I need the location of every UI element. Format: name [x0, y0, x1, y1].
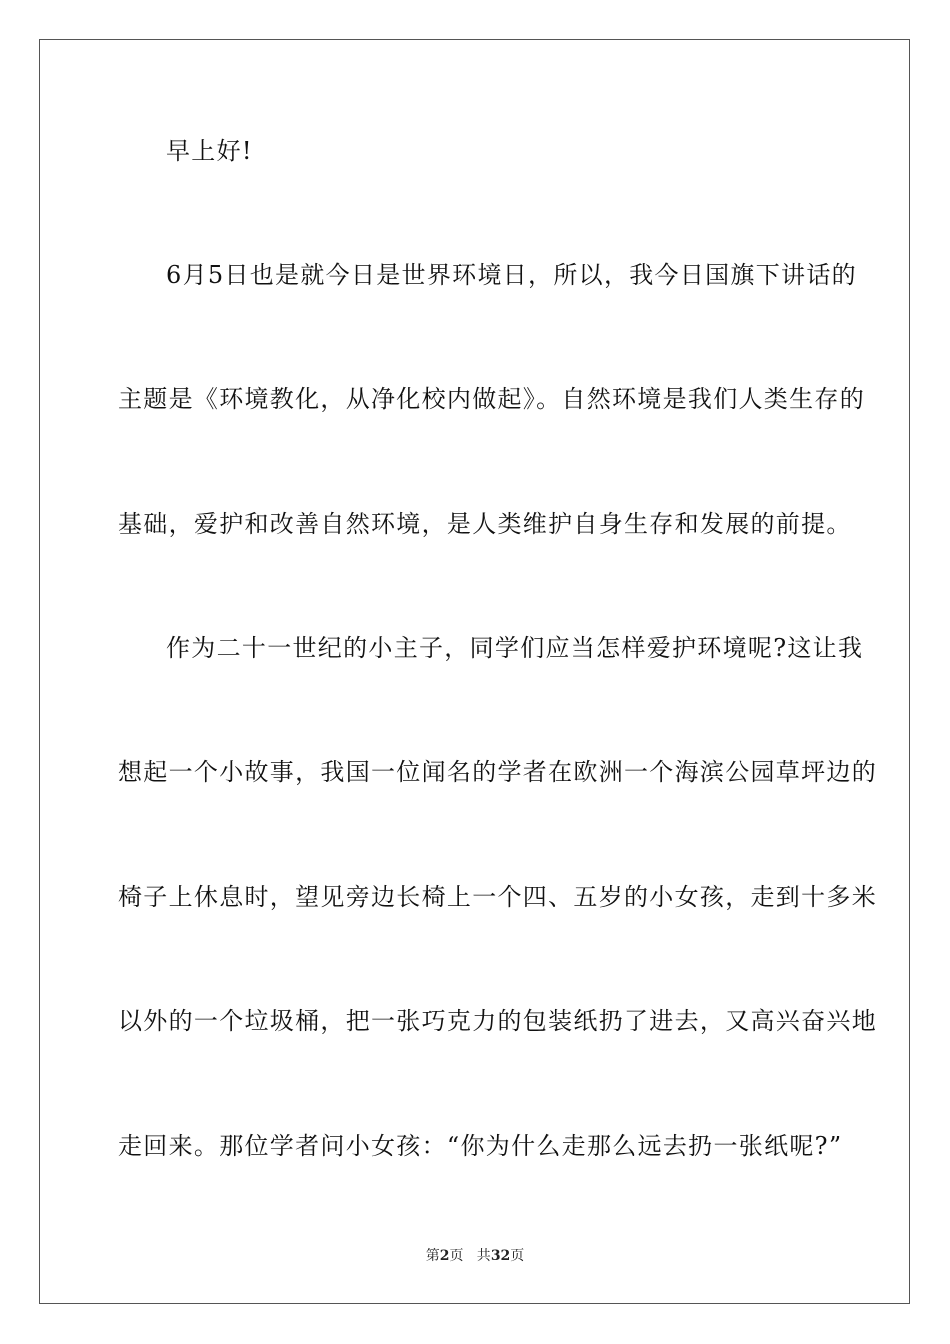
paragraph-line: 6月5日也是就今日是世界环境日，所以，我今日国旗下讲话的: [166, 261, 857, 289]
footer-current-page: 2: [439, 1248, 450, 1264]
paragraph-line: 走回来。那位学者问小女孩：“你为什么走那么远去扔一张纸呢?”: [118, 1132, 843, 1160]
greeting-line: 早上好!: [166, 137, 253, 165]
paragraph-line: 基础，爱护和改善自然环境，是人类维护自身生存和发展的前提。: [118, 510, 852, 538]
page-border: [39, 39, 910, 1304]
footer-mid: 页 共: [449, 1248, 491, 1264]
paragraph-line: 想起一个小故事，我国一位闻名的学者在欧洲一个海滨公园草坪边的: [118, 758, 877, 786]
paragraph-line: 椅子上休息时，望见旁边长椅上一个四、五岁的小女孩，走到十多米: [118, 883, 877, 911]
paragraph-line: 以外的一个垃圾桶，把一张巧克力的包装纸扔了进去，又高兴奋兴地: [118, 1007, 877, 1035]
paragraph-line: 作为二十一世纪的小主子，同学们应当怎样爱护环境呢?这让我: [166, 634, 864, 662]
footer-suffix: 页: [510, 1248, 525, 1264]
page-footer: [0, 1247, 950, 1265]
footer-total-pages: 32: [490, 1248, 511, 1264]
footer-prefix: 第: [425, 1248, 440, 1264]
paragraph-line: 主题是《环境教化，从净化校内做起》。自然环境是我们人类生存的: [118, 385, 865, 413]
